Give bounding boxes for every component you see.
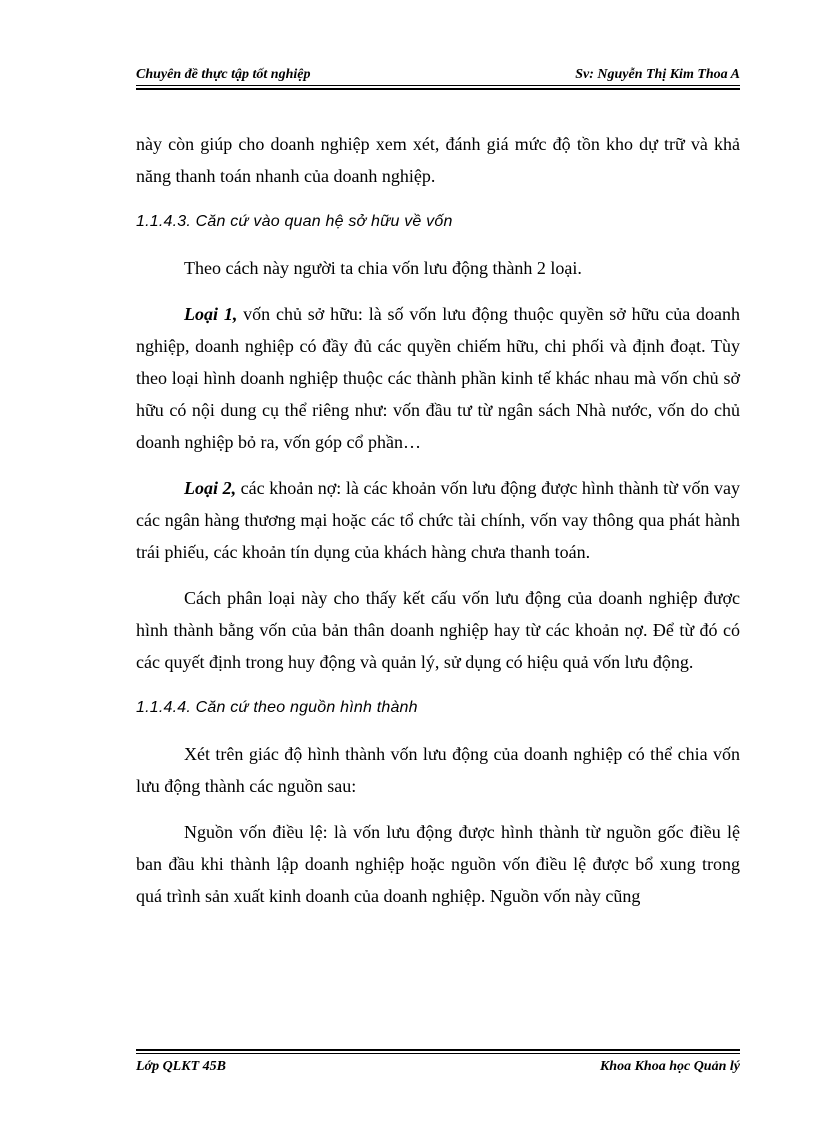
footer-rule-thick [136,1049,740,1051]
paragraph-charter-capital: Nguồn vốn điều lệ: là vốn lưu động được hình thành từ nguồn gốc điều lệ ban đầu khi thành lập doanh nghiệp hoặc nguồn vốn điều lệ được bổ xung trong quá trình sản xuất kinh doanh của doanh nghiệp. Nguồn vốn này cũng [136,822,740,906]
page-footer [136,1058,740,1076]
paragraph-sources-intro: Xét trên giác độ hình thành vốn lưu động của doanh nghiệp có thể chia vốn lưu động thành các nguồn sau: [136,744,740,796]
footer-left-text: Lớp QLKT 45B [136,1059,226,1074]
paragraph-classification-meaning: Cách phân loại này cho thấy kết cấu vốn lưu động của doanh nghiệp được hình thành bằng vốn của bản thân doanh nghiệp hay từ các khoản nợ. Để từ đó có các quyết định trong huy động và quản lý, sử dụng có hiệu quả vốn lưu động. [136,588,740,672]
paragraph-classification-intro: Theo cách này người ta chia vốn lưu động thành 2 loại. [184,258,582,278]
header-right-text: Sv: Nguyễn Thị Kim Thoa A [575,67,740,82]
type-1-label: Loại 1, [184,304,238,324]
paragraph-continuation: này còn giúp cho doanh nghiệp xem xét, đánh giá mức độ tồn kho dự trữ và khả năng thanh toán nhanh của doanh nghiệp. [136,134,740,186]
section-heading-1-1-4-4: 1.1.4.4. Căn cứ theo nguồn hình thành [136,699,418,716]
type-2-text: các khoản nợ: là các khoản vốn lưu động được hình thành từ vốn vay các ngân hàng thương mại hoặc các tổ chức tài chính, vốn vay thông qua phát hành trái phiếu, các khoản tín dụng của khách hàng chưa thanh toán. [136,478,740,562]
header-left-text: Chuyên đề thực tập tốt nghiệp [136,67,311,82]
document-body [136,128,740,926]
paragraph-type-2 [136,472,740,568]
page-header [136,66,740,85]
footer-right-text: Khoa Khoa học Quản lý [599,1059,740,1074]
type-2-label: Loại 2, [184,478,237,498]
type-1-text: vốn chủ sở hữu: là số vốn lưu động thuộc quyền sở hữu của doanh nghiệp, doanh nghiệp có đầy đủ các quyền chiếm hữu, chi phối và định đoạt. Tùy theo loại hình doanh nghiệp thuộc các thành phần kinh tế khác nhau mà vốn chủ sở hữu có nội dung cụ thể riêng như: vốn đầu tư từ ngân sách Nhà nước, vốn do chủ doanh nghiệp bỏ ra, vốn góp cổ phần… [136,304,740,452]
header-rule-thin [136,85,740,86]
footer-rule-thin [136,1053,740,1054]
paragraph-type-1 [136,298,740,458]
section-heading-1-1-4-3: 1.1.4.3. Căn cứ vào quan hệ sở hữu về vốn [136,213,453,230]
header-rule-thick [136,88,740,90]
